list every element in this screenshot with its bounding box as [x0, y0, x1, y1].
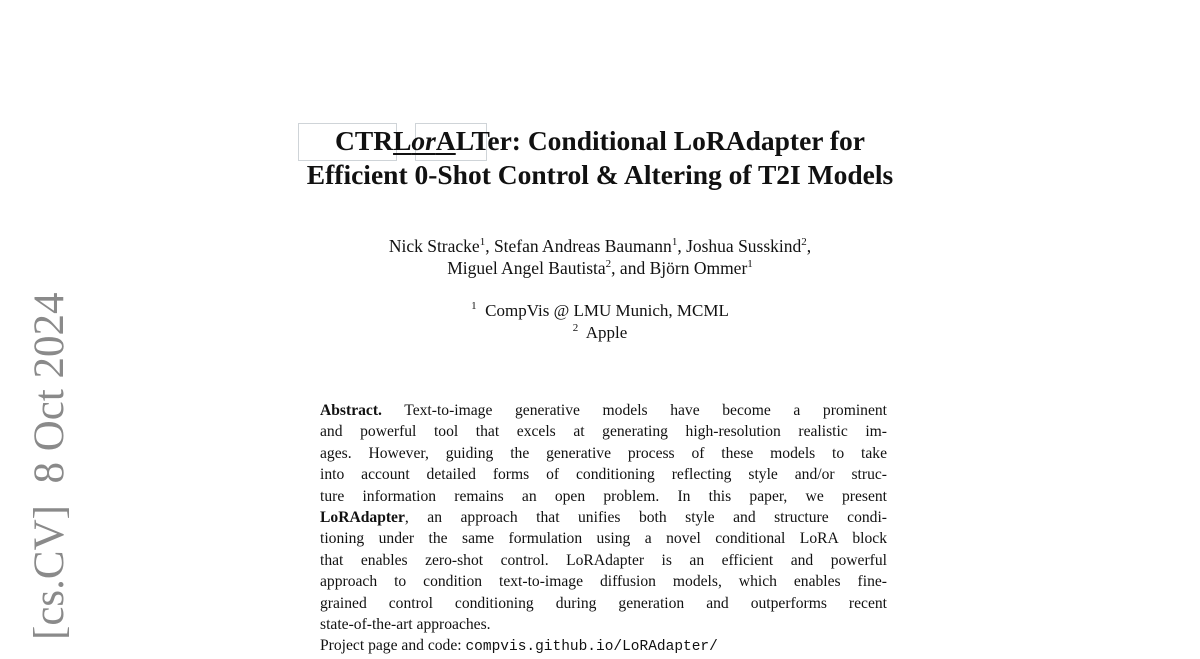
title-part: CTR [335, 125, 394, 156]
method-name: LoRAdapter [320, 509, 405, 527]
author-list [0, 235, 1200, 279]
title-part: r: Conditional LoRAdapter for [499, 125, 865, 156]
author: Nick Stracke$^1$, [388, 236, 494, 256]
abstract-line: into account detailed forms of conditioning reflecting style and/or struc- [320, 466, 887, 484]
author: Stefan Andreas Baumann$^1$, [493, 236, 687, 256]
author: Björn Ommer$^1$ [649, 258, 753, 278]
abstract-line: and powerful tool that excels at generating high-resolution realistic im- [320, 423, 887, 441]
abstract-line: tioning under the same formulation using a novel conditional LoRA block [320, 530, 887, 548]
paper-title-line1 [0, 124, 1200, 158]
project-label: Project page and code: [320, 637, 466, 655]
affiliation: $^1$ CompVis @ LMU Munich, MCML [471, 300, 729, 320]
abstract-line: grained control conditioning during generation and outperforms recent [320, 594, 887, 612]
abstract-line: approach to condition text-to-image diffusion models, which enables fine- [320, 573, 887, 591]
author: Joshua Susskind$^2$, [686, 236, 812, 256]
abstract-line: ture information remains an open problem. In this paper, we present [320, 487, 887, 505]
affiliations [0, 300, 1200, 344]
project-link[interactable]: compvis.github.io/LoRAdapter/ [465, 639, 718, 656]
abstract-line: that enables zero-shot control. LoRAdapter is an efficient and powerful [320, 551, 887, 569]
abstract-heading: Abstract. [320, 402, 382, 419]
title-part-italic-underlined: or [411, 125, 436, 156]
paper-title-line2: Efficient 0-Shot Control & Altering of T2I Models [306, 159, 894, 190]
abstract-line: state-of-the-art approaches. [320, 616, 491, 634]
abstract-line: ages. However, guiding the generative process of these models to take [320, 444, 887, 462]
title-part-underlined: A [435, 125, 456, 156]
abstract [320, 400, 887, 659]
arxiv-date: 8 Oct 2024 [26, 292, 73, 484]
abstract-line: LoRAdapter, an approach that unifies both style and structure condi- [320, 509, 887, 527]
affiliation: $^2$ Apple [572, 322, 628, 342]
project-line [320, 635, 887, 658]
arxiv-category: [cs.CV] [26, 505, 73, 640]
abstract-line: Abstract. Text-to-image generative models have become a prominent [320, 402, 887, 419]
author: Miguel Angel Bautista$^2$, and [447, 258, 650, 278]
arxiv-side-stamp [28, 292, 71, 640]
title-part-underlined: L [393, 125, 412, 156]
title-part: LTe [455, 125, 500, 156]
